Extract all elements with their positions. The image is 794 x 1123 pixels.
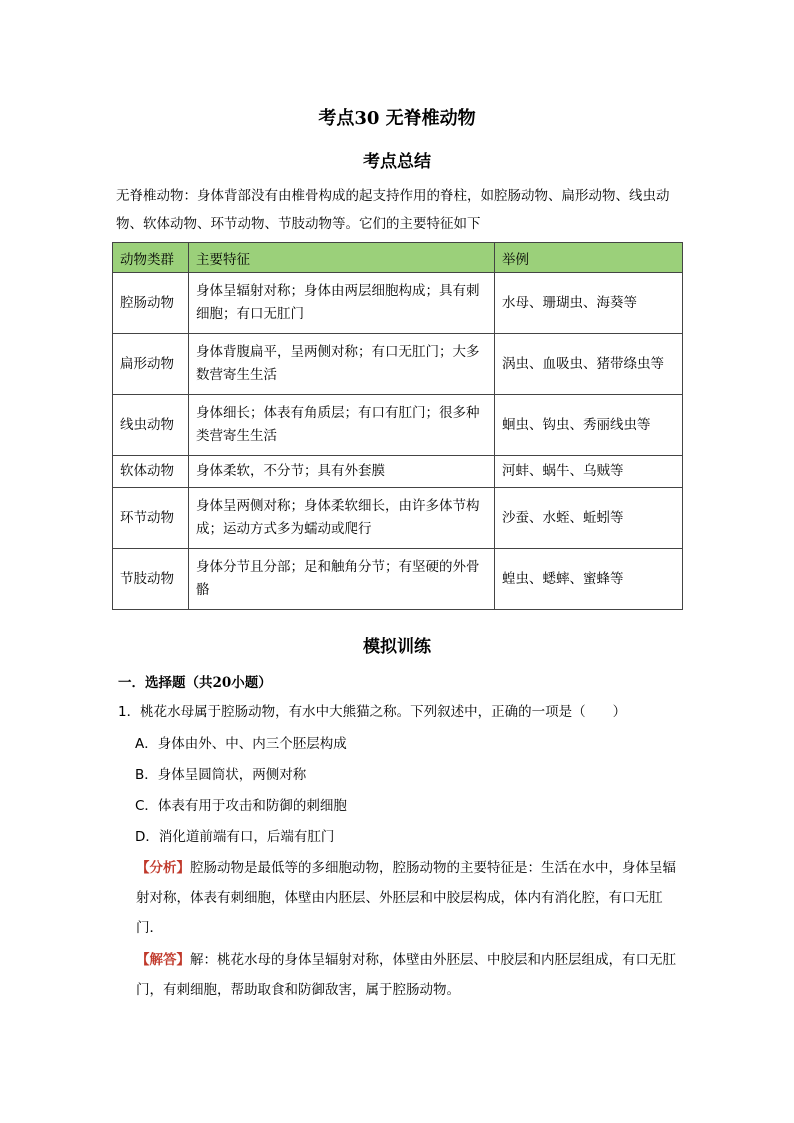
cell-examples: 蛔虫、钩虫、秀丽线虫等 — [495, 395, 683, 456]
table-row — [113, 334, 683, 395]
cell-group: 扁形动物 — [113, 334, 189, 395]
summary-heading: 考点总结 — [363, 152, 431, 172]
answer-text: 解：桃花水母的身体呈辐射对称，体壁由外胚层、中胶层和内胚层组成，有口无肛门，有刺细胞，帮助取食和防御敌害，属于腔肠动物。 — [136, 952, 676, 998]
option-b: B．身体呈圆筒状，两侧对称 — [135, 767, 307, 783]
column-header-examples: 举例 — [495, 243, 683, 273]
cell-examples: 水母、珊瑚虫、海葵等 — [495, 273, 683, 334]
page-title: 考点30 无脊椎动物 — [318, 108, 476, 129]
table-header-row — [113, 243, 683, 273]
analysis-paragraph — [136, 853, 682, 943]
cell-features: 身体分节且分部；足和触角分节；有坚硬的外骨骼 — [189, 549, 495, 610]
cell-group: 节肢动物 — [113, 549, 189, 610]
cell-examples: 河蚌、蜗牛、乌贼等 — [495, 456, 683, 488]
cell-group: 线虫动物 — [113, 395, 189, 456]
cell-features: 身体细长；体表有角质层；有口有肛门；很多种类营寄生生活 — [189, 395, 495, 456]
answer-tag: 【解答】 — [136, 952, 190, 968]
intro-paragraph: 无脊椎动物：身体背部没有由椎骨构成的起支持作用的脊柱，如腔肠动物、扁形动物、线虫动物、软体动物、环节动物、节肢动物等。它们的主要特征如下 — [116, 188, 670, 232]
table-row — [113, 395, 683, 456]
analysis-tag: 【分析】 — [136, 860, 190, 876]
cell-features: 身体呈两侧对称；身体柔软细长，由许多体节构成；运动方式多为蠕动或爬行 — [189, 488, 495, 549]
column-header-group: 动物类群 — [113, 243, 189, 273]
cell-group: 环节动物 — [113, 488, 189, 549]
question-text: 1．桃花水母属于腔肠动物，有水中大熊猫之称。下列叙述中，正确的一项是（ ） — [118, 704, 627, 720]
table-row — [113, 488, 683, 549]
cell-group: 腔肠动物 — [113, 273, 189, 334]
table-row — [113, 549, 683, 610]
analysis-text: 腔肠动物是最低等的多细胞动物，腔肠动物的主要特征是：生活在水中，身体呈辐射对称，体表有刺细胞，体壁由内胚层、外胚层和中胶层构成，体内有消化腔，有口无肛门． — [136, 860, 676, 936]
cell-examples: 涡虫、血吸虫、猪带绦虫等 — [495, 334, 683, 395]
training-heading: 模拟训练 — [363, 637, 431, 657]
cell-examples: 蝗虫、蟋蟀、蜜蜂等 — [495, 549, 683, 610]
option-a: A．身体由外、中、内三个胚层构成 — [135, 736, 347, 752]
option-c: C．体表有用于攻击和防御的刺细胞 — [135, 798, 347, 814]
option-d: D．消化道前端有口，后端有肛门 — [135, 829, 335, 845]
cell-features: 身体呈辐射对称；身体由两层细胞构成；具有刺细胞；有口无肛门 — [189, 273, 495, 334]
answer-paragraph — [136, 945, 682, 1005]
summary-table — [112, 242, 683, 610]
table-row — [113, 273, 683, 334]
cell-features: 身体柔软，不分节；具有外套膜 — [189, 456, 495, 488]
table-row — [113, 456, 683, 488]
cell-features: 身体背腹扁平，呈两侧对称；有口无肛门；大多数营寄生生活 — [189, 334, 495, 395]
column-header-features: 主要特征 — [189, 243, 495, 273]
section-label: 一．选择题（共20小题） — [118, 675, 272, 691]
cell-group: 软体动物 — [113, 456, 189, 488]
cell-examples: 沙蚕、水蛭、蚯蚓等 — [495, 488, 683, 549]
